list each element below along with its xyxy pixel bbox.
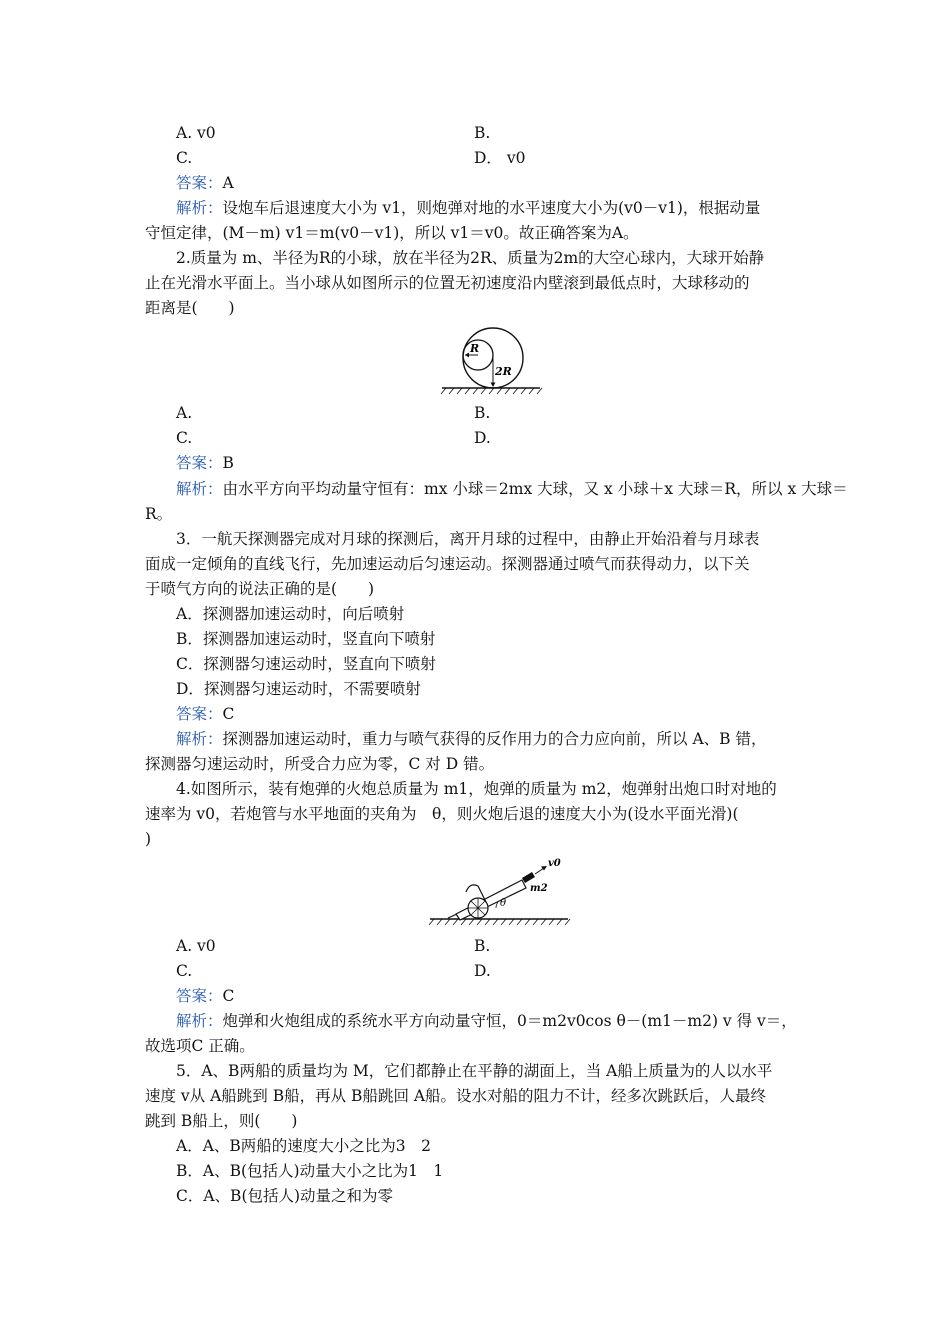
ground-hatching	[429, 919, 570, 925]
q3-option-c: C．探测器匀速运动时，竖直向下喷射	[176, 655, 436, 673]
q2-answer	[176, 453, 836, 473]
explanation-text: 设炮车后退速度大小为 v1，则炮弹对地的水平速度大小为(v0－v1)，根据动量	[222, 199, 761, 217]
q3-stem-line-1: 3．一航天探测器完成对月球的探测后，离开月球的过程中，由静止开始沿着与月球表	[176, 530, 760, 548]
q3-explanation-line-2: 探测器匀速运动时，所受合力应为零，C 对 D 错。	[145, 755, 495, 773]
explanation-label: 解析：	[176, 199, 223, 217]
answer-value: B	[222, 454, 234, 472]
explanation-text: 由水平方向平均动量守恒有：mx 小球＝2mx 大球，又 x 小球＋x 大球＝R，所以 x 大球＝	[222, 480, 848, 498]
explanation-label: 解析：	[176, 730, 223, 748]
explanation-text: 探测器加速运动时，重力与喷气获得的反作用力的合力应向前，所以 A、B 错，	[222, 730, 767, 748]
cannon-figure	[426, 852, 572, 926]
q3-answer	[176, 704, 836, 724]
q5-option-b: B．A、B(包括人)动量大小之比为1 1	[176, 1162, 444, 1180]
q5-stem-line-2: 速度 v从 A船跳到 B船，再从 B船跳回 A船。设水对船的阻力不计，经多次跳跃后，人最终	[145, 1087, 767, 1105]
wheel-spokes	[468, 898, 488, 918]
q3-explanation-line-1	[176, 729, 836, 749]
answer-label: 答案：	[176, 705, 223, 723]
ball-in-sphere-figure	[438, 325, 544, 395]
q3-option-a: A．探测器加速运动时，向后喷射	[176, 605, 405, 623]
q4-stem-line-2: 速率为 v0，若炮管与水平地面的夹角为 θ，则火炮后退的速度大小为(设水平面光滑)(	[145, 805, 739, 823]
q4-option-d: D.	[474, 962, 491, 980]
answer-label: 答案：	[176, 174, 223, 192]
q4-answer	[176, 986, 836, 1006]
q2-stem-line-3: 距离是( )	[145, 299, 235, 317]
q2-explanation-line-1	[176, 479, 848, 499]
label-m2: m2	[530, 883, 548, 894]
answer-value: A	[222, 174, 234, 192]
q4-option-c: C.	[176, 962, 193, 980]
q2-option-b: B.	[474, 404, 491, 422]
q2-stem-line-1: 2.质量为 m、半径为R的小球，放在半径为2R、质量为2m的大空心球内，大球开始静	[176, 249, 765, 267]
q5-stem-line-1: 5．A、B两船的质量均为 M，它们都静止在平静的湖面上，当 A船上质量为的人以水平	[176, 1062, 773, 1080]
q3-option-b: B．探测器加速运动时，竖直向下喷射	[176, 630, 436, 648]
radius-arrowhead	[465, 353, 469, 358]
q1-option-b: B.	[474, 124, 491, 142]
answer-label: 答案：	[176, 987, 223, 1005]
q1-option-d: D． v0	[474, 149, 526, 167]
q5-option-a: A．A、B两船的速度大小之比为3 2	[176, 1137, 432, 1155]
q3-option-d: D．探测器匀速运动时，不需要喷射	[176, 680, 421, 698]
label-r: R	[470, 342, 480, 355]
q1-explanation-line-2: 守恒定律，(M－m) v1＝m(v0－v1)，所以 v1＝v0。故正确答案为A。	[145, 224, 639, 242]
q1-explanation-line-1	[176, 198, 836, 218]
q1-answer	[176, 173, 836, 193]
q2-stem-line-2: 止在光滑水平面上。当小球从如图所示的位置无初速度沿内壁滚到最低点时，大球移动的	[145, 274, 750, 292]
ground-hatching	[441, 388, 542, 394]
q2-option-a: A.	[176, 404, 193, 422]
explanation-text: 炮弹和火炮组成的系统水平方向动量守恒，0＝m2v0cos θ－(m1－m2) v 得 v＝，	[222, 1012, 797, 1030]
q5-stem-line-3: 跳到 B船上，则( )	[145, 1112, 298, 1130]
q4-stem-line-3: )	[145, 830, 152, 848]
cannon-shell	[522, 872, 535, 883]
q4-explanation-line-1	[176, 1011, 836, 1031]
q4-option-b: B.	[474, 937, 491, 955]
q4-explanation-line-2: 故选项C 正确。	[145, 1037, 255, 1055]
q1-option-c: C.	[176, 149, 193, 167]
q2-explanation-line-2: R。	[145, 505, 173, 523]
radius-2r-arrowhead	[491, 383, 496, 388]
q4-stem-line-1: 4.如图所示，装有炮弹的火炮总质量为 m1，炮弹的质量为 m2，炮弹射出炮口时对地的	[176, 780, 777, 798]
explanation-label: 解析：	[176, 480, 223, 498]
velocity-arrow	[535, 868, 544, 874]
label-2r: 2R	[495, 365, 512, 378]
q2-option-c: C.	[176, 429, 193, 447]
answer-label: 答案：	[176, 454, 223, 472]
q1-option-a: A. v0	[176, 124, 216, 142]
label-v0: v0	[548, 858, 561, 869]
q4-option-a: A. v0	[176, 937, 216, 955]
answer-value: C	[222, 987, 235, 1005]
q5-option-c: C．A、B(包括人)动量之和为零	[176, 1187, 394, 1205]
cannon-barrel	[456, 880, 526, 920]
label-theta: θ	[500, 898, 507, 909]
q3-stem-line-2: 面成一定倾角的直线飞行，先加速运动后匀速运动。探测器通过喷气而获得动力，以下关	[145, 555, 750, 573]
explanation-label: 解析：	[176, 1012, 223, 1030]
q2-option-d: D.	[474, 429, 491, 447]
q3-stem-line-3: 于喷气方向的说法正确的是( )	[145, 580, 375, 598]
answer-value: C	[222, 705, 235, 723]
